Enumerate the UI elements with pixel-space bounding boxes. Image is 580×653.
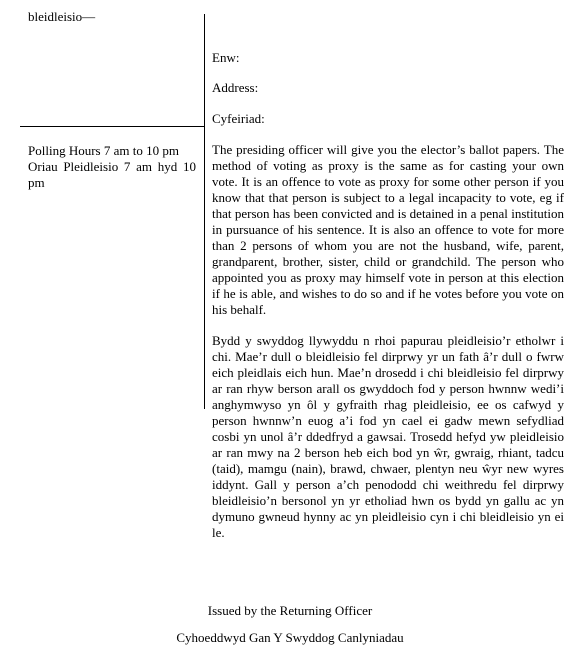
address-field-label: Address: (212, 80, 259, 95)
left-column-divider (20, 126, 204, 127)
address-cy-field-label: Cyfeiriad: (212, 111, 265, 126)
english-instructions: The presiding officer will give you the elector’s ballot papers. The method of voting as proxy is the same as for casting your own vote. It is an offence to vote as proxy for some other person if you know that that person is subject to a legal incapacity to vote, eg if that person has been convicted and is detained in a penal institution in pursuance of his sentence. It is also an offence to vote for more than 2 persons of whom you are not the husband, wife, parent, grandparent, brother, sister, child or grandchild. The person who appointed you as proxy may himself vote in person at this election if he is able, and wishes to do so and if he votes before you vote on his behalf. (212, 142, 564, 317)
name-field-label: Enw: (212, 50, 240, 65)
polling-hours (28, 143, 196, 191)
polling-hours-en: Polling Hours 7 am to 10 pm (28, 143, 179, 158)
issued-by-en: Issued by the Returning Officer (207, 603, 373, 618)
column-divider (204, 14, 205, 409)
polling-hours-cy: Oriau Pleidleisio 7 am hyd 10 pm (28, 159, 196, 190)
issued-by-cy: Cyhoeddwyd Gan Y Swyddog Canlyniadau (176, 630, 404, 645)
left-top-text: bleidleisio— (28, 9, 96, 24)
welsh-instructions: Bydd y swyddog llywyddu n rhoi papurau pleidleisio’r etholwr i chi. Mae’r dull o bleidleisio fel dirprwy yr un fath â’r dull o fwrw eich pleidlais eich hun. Mae’n drosedd i chi bleidleisio fel dirprwy ar ran rhyw berson arall os gwyddoch fod y person hwnnw wedi’i anghymwyso yn ôl y gyfraith rhag pleidleisio, ee os cafwyd y person hwnnw’n euog a’i fod yn cael ei gadw mewn sefydliad cosbi yn unol â’r ddedfryd a gawsai. Trosedd hefyd yw pleidleisio ar ran mwy na 2 berson heb eich bod yn ŵr, gwraig, rhiant, tadcu (taid), mamgu (nain), brawd, chwaer, plentyn neu ŵyr new wyres iddynt. Gall y person a’ch penododd chi weithredu fel dirprwy bleidleisio’n bersonol yn yr etholiad hwn os bydd yn gallu ac yn dymuno gwneud hynny ac yn pleidleisio cyn i chi bleidleisio yn ei le. (212, 333, 564, 540)
